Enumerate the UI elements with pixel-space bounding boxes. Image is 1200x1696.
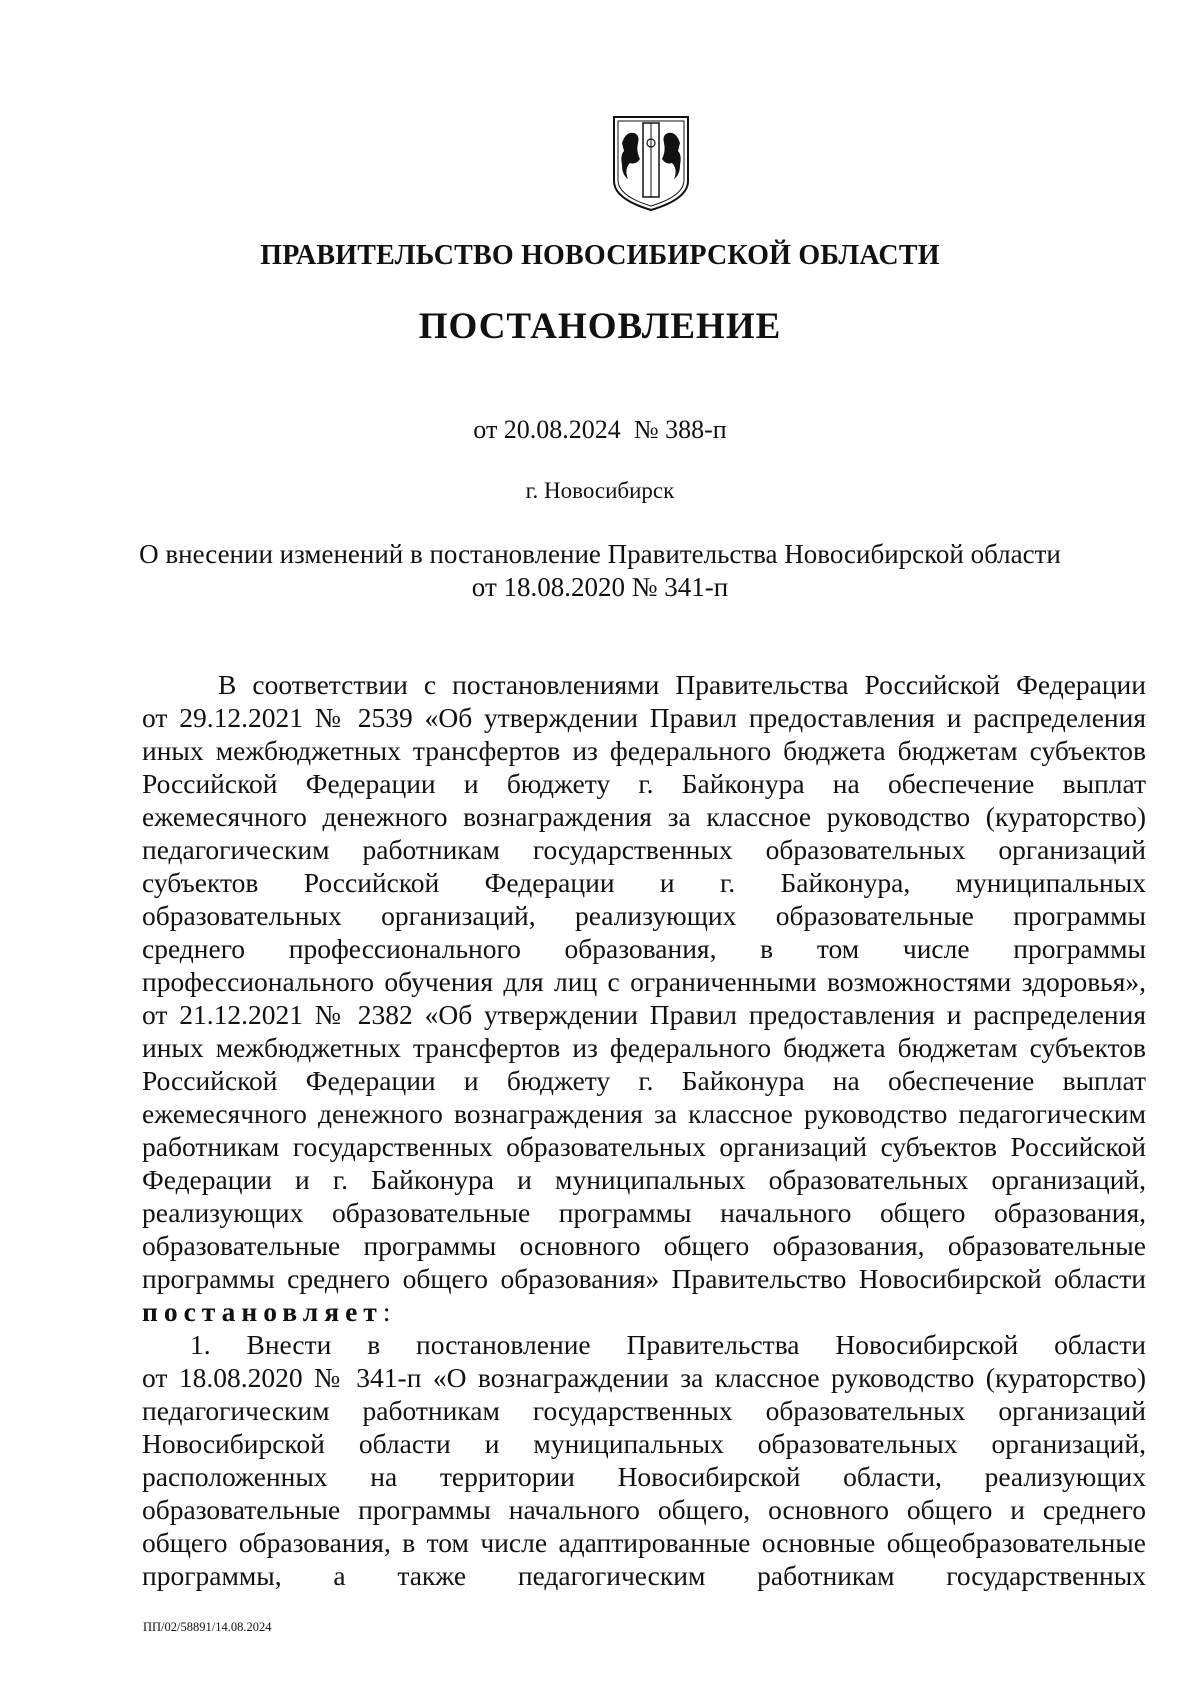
body-line: среднего профессионального образования, в том числе программы (142, 933, 1146, 964)
item1-line: от 18.08.2020 № 341-п «О вознаграждении за классное руководство (кураторство) (142, 1362, 1146, 1393)
coat-of-arms-emblem (606, 113, 696, 213)
document-number: № 388-п (633, 415, 727, 444)
organization-title: ПРАВИТЕЛЬСТВО НОВОСИБИРСКОЙ ОБЛАСТИ (260, 240, 940, 271)
body-line: педагогическим работникам государственных образовательных организаций (142, 834, 1146, 865)
body-line: образовательные программы основного общего образования, образовательные (142, 1230, 1146, 1261)
document-subject (0, 538, 1200, 604)
body-line: иных межбюджетных трансфертов из федерального бюджета бюджетам субъектов (142, 735, 1146, 766)
item1-line: педагогическим работникам государственных образовательных организаций (142, 1395, 1146, 1426)
document-date-number (0, 415, 1200, 445)
document-body (142, 668, 1146, 1592)
item1-line: общего образования, в том числе адаптированные основные общеобразовательные (142, 1527, 1146, 1558)
body-line: субъектов Российской Федерации и г. Байконура, муниципальных (142, 867, 1146, 898)
body-line: работникам государственных образовательных организаций субъектов Российской (142, 1131, 1146, 1162)
body-line: реализующих образовательные программы начального общего образования, (142, 1197, 1146, 1228)
subject-line: О внесении изменений в постановление Правительства Новосибирской области (139, 539, 1061, 569)
document-date: от 20.08.2024 (473, 415, 621, 444)
resolve-word: постановляет (142, 1296, 383, 1327)
body-line: ежемесячного денежного вознаграждения за классное руководство (кураторство) (142, 801, 1146, 832)
item1-line: образовательные программы начального общего, основного общего и среднего (142, 1494, 1146, 1525)
footer-document-code: ПП/02/58891/14.08.2024 (143, 1620, 272, 1634)
body-line: В соответствии с постановлениями Правительства Российской Федерации (218, 669, 1146, 700)
resolve-colon: : (382, 1296, 391, 1327)
body-line: ежемесячного денежного вознаграждения за классное руководство педагогическим (142, 1098, 1146, 1129)
body-line: Российской Федерации и бюджету г. Байконура на обеспечение выплат (142, 768, 1146, 799)
body-line: от 29.12.2021 № 2539 «Об утверждении Правил предоставления и распределения (142, 702, 1146, 733)
body-line: Российской Федерации и бюджету г. Байконура на обеспечение выплат (142, 1065, 1146, 1096)
item1-line: расположенных на территории Новосибирской области, реализующих (142, 1461, 1146, 1492)
resolve-line (142, 1295, 1146, 1328)
body-line: программы среднего общего образования» Правительство Новосибирской области (142, 1263, 1146, 1294)
subject-line: от 18.08.2020 № 341-п (471, 572, 729, 602)
body-line: Федерации и г. Байконура и муниципальных образовательных организаций, (142, 1164, 1146, 1195)
document-type-title: ПОСТАНОВЛЕНИЕ (418, 306, 782, 347)
body-line: иных межбюджетных трансфертов из федерального бюджета бюджетам субъектов (142, 1032, 1146, 1063)
body-line: профессионального обучения для лиц с ограниченными возможностями здоровья», (142, 966, 1146, 997)
item1-line: программы, а также педагогическим работникам государственных (142, 1560, 1146, 1591)
body-line: образовательных организаций, реализующих образовательные программы (142, 900, 1146, 931)
item1-line: 1. Внести в постановление Правительства Новосибирской области (190, 1329, 1146, 1360)
item1-line: Новосибирской области и муниципальных образовательных организаций, (142, 1428, 1146, 1459)
body-line: от 21.12.2021 № 2382 «Об утверждении Правил предоставления и распределения (142, 999, 1146, 1030)
document-city: г. Новосибирск (525, 478, 675, 503)
